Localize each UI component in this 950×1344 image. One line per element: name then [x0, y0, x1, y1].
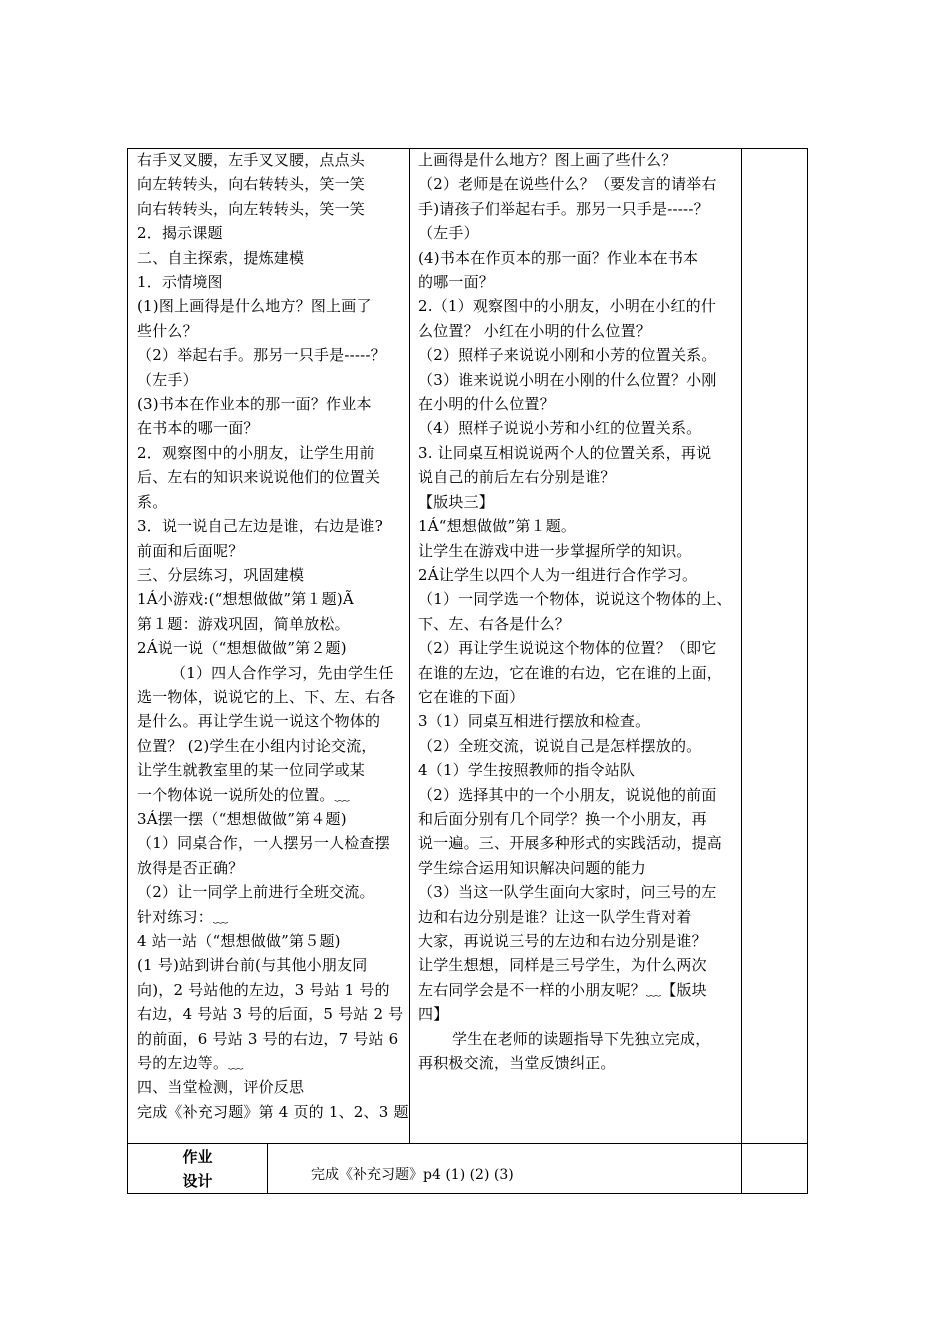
text-line: （2）照样子来说说小刚和小芳的位置关系。 [418, 346, 717, 365]
text-line: 四】 [418, 1005, 449, 1024]
text-line: 选一物体，说说它的上、下、左、右各 [137, 687, 396, 706]
text-line: 右边，4 号站 3 号的后面，5 号站 2 号 [137, 1005, 404, 1024]
text-line: 针对练习：﹏ [137, 907, 229, 926]
text-line: 前面和后面呢？ [137, 541, 244, 560]
text-line: 2．揭示课题 [137, 224, 223, 243]
text-line: 让学生在游戏中进一步掌握所学的知识。 [418, 541, 692, 560]
text-line: 4 站一站（“想想做做”第５题) [137, 932, 341, 950]
text-line: 3Á摆一摆（“想想做做”第４题) [137, 809, 347, 828]
text-line: 2.（1）观察图中的小朋友，小明在小红的什 [418, 297, 717, 316]
text-line: 下、左、右各是什么？ [418, 614, 571, 633]
text-line: 【版块三】 [418, 492, 495, 511]
text-line: （2）再让学生说说这个物体的位置？（即它 [418, 639, 717, 658]
text-line: 后、左右的知识来说说他们的位置关 [137, 468, 381, 487]
text-line: 说自己的前后左右分别是谁？ [418, 468, 616, 487]
text-line: 二、自主探索，提炼建模 [137, 248, 305, 267]
text-line: 是什么。再让学生说一说这个物体的 [137, 712, 381, 731]
text-line: 3（1）同桌互相进行摆放和检查。 [418, 712, 651, 731]
text-line: （3）当这一队学生面向大家时，问三号的左 [418, 883, 717, 902]
text-line: 1Á“想想做做”第１题。 [418, 517, 577, 536]
text-line: （3）谁来说说小明在小刚的什么位置？小刚 [418, 370, 717, 389]
text-line: 系。 [137, 492, 168, 511]
text-line: 让学生想想，同样是三号学生，为什么两次 [418, 956, 707, 975]
text-line: 右手叉叉腰，左手叉叉腰，点点头 [137, 151, 366, 169]
left-column-text [137, 148, 409, 1124]
text-line: 大家，再说说三号的左边和右边分别是谁？ [418, 932, 707, 950]
text-line: （2）老师是在说些什么？（要发言的请举右 [418, 175, 717, 194]
row-divider [127, 1143, 808, 1144]
text-line: 学生综合运用知识解决问题的能力 [418, 858, 647, 877]
text-line: （4）照样子说说小芳和小红的位置关系。 [418, 419, 702, 438]
text-line: 2．观察图中的小朋友，让学生用前 [137, 443, 375, 462]
text-line: 向左转转头，向右转转头，笑一笑 [137, 175, 366, 194]
text-line: (1 号)站到讲台前(与其他小朋友同 [137, 956, 368, 975]
text-line: 的哪一面？ [418, 273, 495, 292]
text-line: 四、当堂检测，评价反思 [137, 1078, 305, 1097]
text-line: 和后面分别有几个同学？换一个小朋友，再 [418, 809, 707, 828]
text-line: （1）同桌合作，一人摆另一人检查摆 [137, 834, 390, 853]
text-line: 完成《补充习题》第 4 页的 1、2、3 题 [137, 1102, 409, 1121]
text-line: 让学生就教室里的某一位同学或某 [137, 761, 366, 780]
column-divider-middle [409, 148, 410, 1144]
text-line: 手)请孩子们举起右手。那另一只手是-----？ [418, 199, 709, 218]
text-line: 在小明的什么位置？ [418, 395, 555, 414]
text-line: (4)书本在作页本的那一面？作业本在书本 [418, 248, 699, 267]
text-line: 2Á让学生以四个人为一组进行合作学习。 [418, 565, 698, 584]
homework-label [127, 1145, 268, 1193]
text-line: （2）举起右手。那另一只手是-----？ [137, 346, 386, 365]
text-line: 位置？ (2)学生在小组内讨论交流， [137, 736, 377, 755]
text-line: 1Á小游戏:(“想想做做”第１题)Ã [137, 590, 354, 609]
text-line: 放得是否正确？ [137, 858, 244, 877]
text-line: 1．示情境图 [137, 273, 223, 292]
column-divider-right [741, 148, 742, 1194]
text-line: 2Á说一说（“想想做做”第２题) [137, 639, 347, 658]
text-line: 4（1）学生按照教师的指令站队 [418, 761, 636, 780]
text-line: 在谁的左边，它在谁的右边，它在谁的上面， [418, 663, 723, 682]
homework-label-line2: 设计 [182, 1172, 213, 1190]
text-line: （2）全班交流，说说自己是怎样摆放的。 [418, 736, 702, 755]
text-line: 学生在老师的读题指导下先独立完成， [452, 1029, 711, 1048]
text-line: （左手） [137, 370, 198, 389]
text-line: （1）四人合作学习，先由学生任 [171, 663, 394, 682]
text-line: 向右转转头，向左转转头，笑一笑 [137, 199, 366, 218]
homework-text: 完成《补充习题》p4 (1) (2) (3) [311, 1167, 514, 1183]
text-line: 的前面，6 号站 3 号的右边，7 号站 6 [137, 1029, 399, 1048]
text-line: 一个物体说一说所处的位置。﹏ [137, 785, 350, 804]
text-line: 第１题：游戏巩固，简单放松。 [137, 614, 350, 633]
text-line: 3．说一说自己左边是谁，右边是谁? [137, 517, 383, 536]
text-line: （2）选择其中的一个小朋友，说说他的前面 [418, 785, 717, 804]
text-line: （1）一同学选一个物体，说说这个物体的上、 [418, 590, 732, 609]
text-line: 左右同学会是不一样的小朋友呢？﹏【版块 [418, 980, 707, 999]
text-line: 三、分层练习，巩固建模 [137, 565, 305, 584]
text-line: （2）让一同学上前进行全班交流。 [137, 883, 375, 902]
text-line: 再积极交流，当堂反馈纠正。 [418, 1054, 616, 1073]
text-line: (3)书本在作业本的那一面？作业本 [137, 395, 372, 414]
text-line: 向)，2 号站他的左边，3 号站 1 号的 [137, 980, 390, 999]
homework-label-line1: 作业 [182, 1148, 213, 1166]
text-line: (1)图上画得是什么地方？图上画了 [137, 297, 372, 316]
text-line: 在书本的哪一面？ [137, 419, 259, 438]
text-line: 它在谁的下面） [418, 687, 525, 706]
text-line: 3. 让同桌互相说说两个人的位置关系，再说 [418, 443, 712, 462]
text-line: 么位置？ 小红在小明的什么位置？ [418, 321, 651, 340]
text-line: 些什么？ [137, 321, 198, 340]
text-line: 上画得是什么地方？图上画了些什么？ [418, 151, 677, 169]
text-line: （左手） [418, 224, 479, 243]
text-line: 边和右边分别是谁？让这一队学生背对着 [418, 907, 692, 926]
right-column-text [418, 148, 738, 1075]
text-line: 号的左边等。﹏ [137, 1054, 244, 1073]
text-line: 说一遍。三、开展多种形式的实践活动，提高 [418, 834, 723, 853]
